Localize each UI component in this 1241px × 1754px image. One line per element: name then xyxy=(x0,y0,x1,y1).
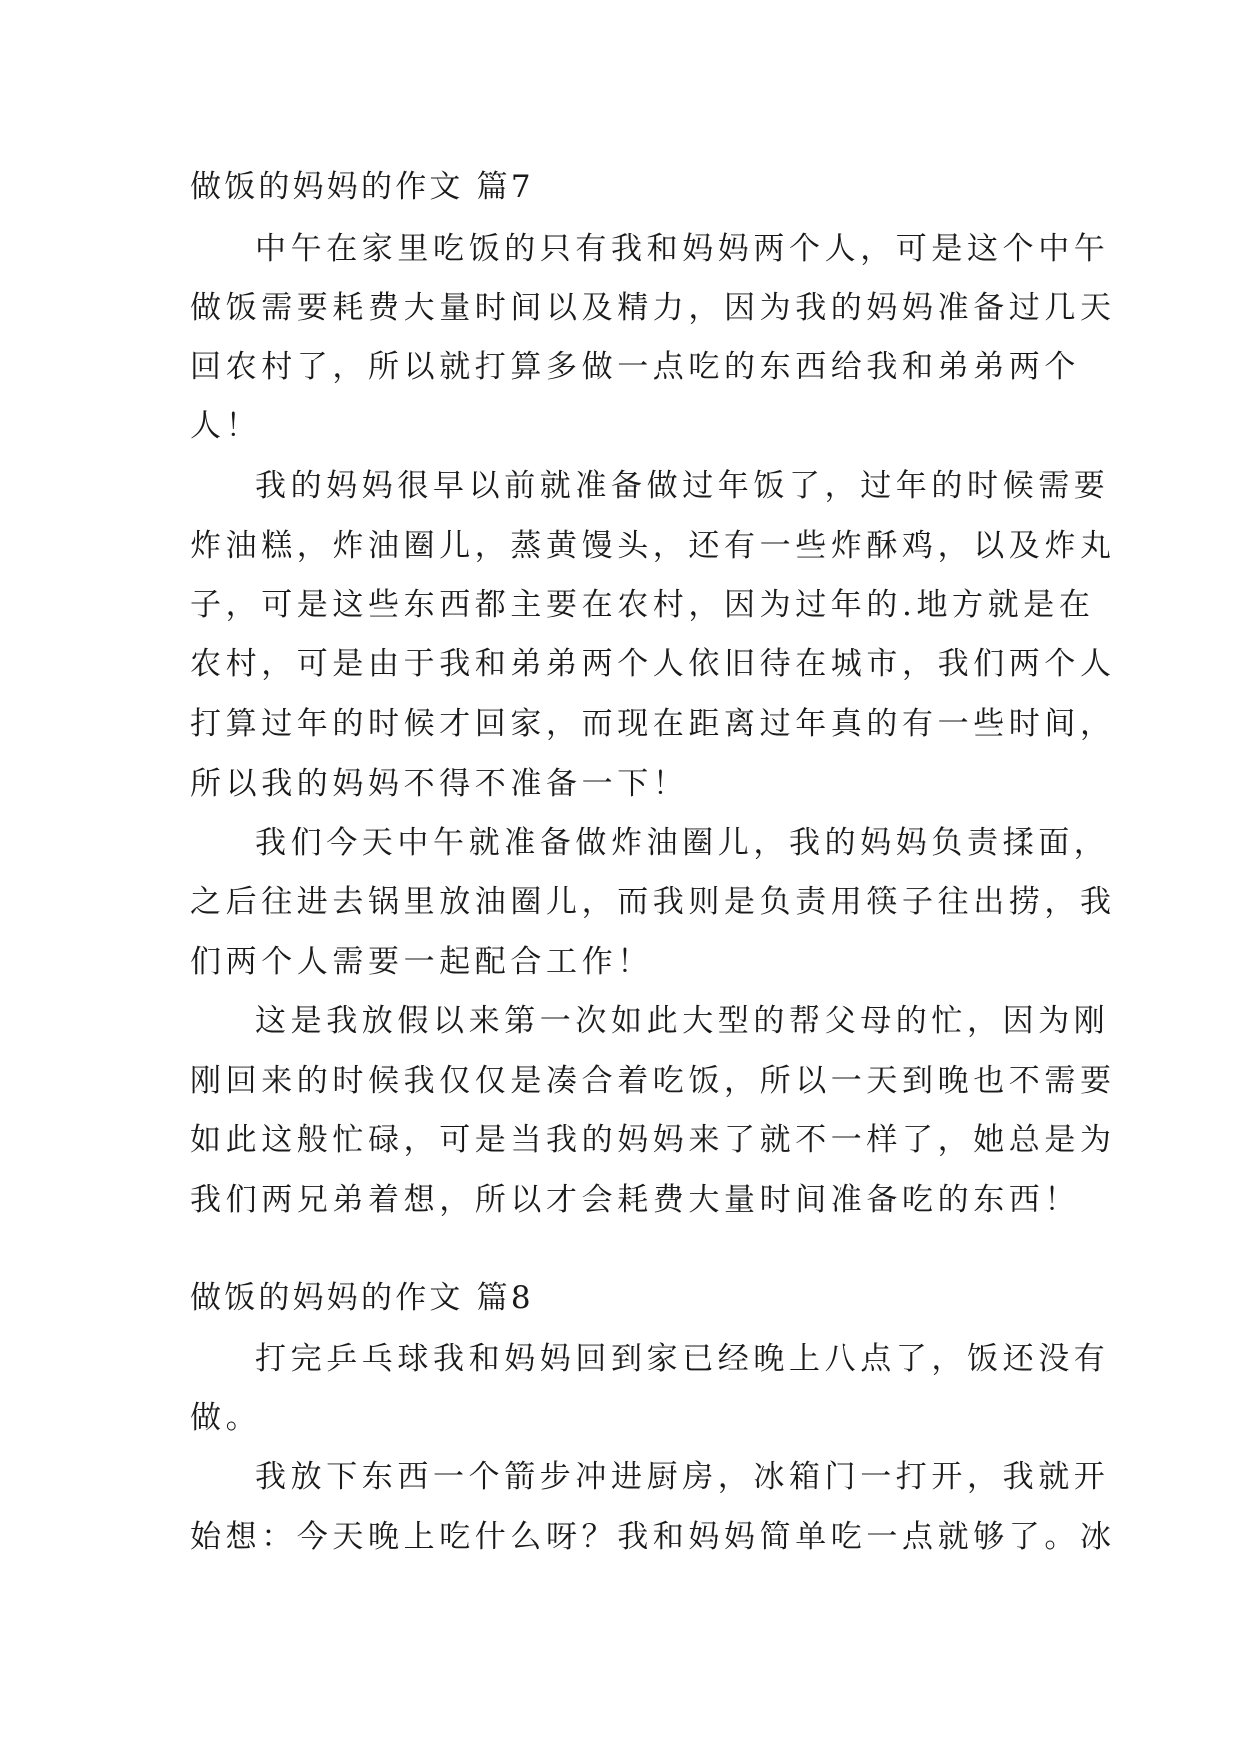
text-line: 始想：今天晚上吃什么呀？我和妈妈简单吃一点就够了。冰 xyxy=(190,1519,1116,1555)
text-line: 刚回来的时候我仅仅是凑合着吃饭，所以一天到晚也不需要 xyxy=(190,1063,1116,1099)
text-line: 中午在家里吃饭的只有我和妈妈两个人，可是这个中午 xyxy=(255,231,1110,267)
text-line: 如此这般忙碌，可是当我的妈妈来了就不一样了，她总是为 xyxy=(190,1122,1116,1158)
text-line: 我放下东西一个箭步冲进厨房，冰箱门一打开，我就开 xyxy=(255,1459,1110,1495)
text-line: 人！ xyxy=(190,408,262,444)
text-line: 做。 xyxy=(190,1400,262,1436)
text-line: 回农村了，所以就打算多做一点吃的东西给我和弟弟两个 xyxy=(190,349,1080,385)
text-line: 子，可是这些东西都主要在农村，因为过年的.地方就是在 xyxy=(190,587,1095,623)
text-line: 们两个人需要一起配合工作！ xyxy=(190,944,653,980)
text-line: 做饭需要耗费大量时间以及精力，因为我的妈妈准备过几天 xyxy=(190,290,1116,326)
text-line: 我的妈妈很早以前就准备做过年饭了，过年的时候需要 xyxy=(255,468,1110,504)
text-line: 我们两兄弟着想，所以才会耗费大量时间准备吃的东西！ xyxy=(190,1182,1080,1218)
text-line: 打完乒乓球我和妈妈回到家已经晚上八点了，饭还没有 xyxy=(255,1341,1110,1377)
text-line: 炸油糕，炸油圈儿，蒸黄馒头，还有一些炸酥鸡，以及炸丸 xyxy=(190,528,1116,564)
text-line: 之后往进去锅里放油圈儿，而我则是负责用筷子往出捞，我 xyxy=(190,884,1116,920)
text-line: 打算过年的时候才回家，而现在距离过年真的有一些时间， xyxy=(190,706,1116,742)
text-line: 农村，可是由于我和弟弟两个人依旧待在城市，我们两个人 xyxy=(190,646,1116,682)
text-line: 所以我的妈妈不得不准备一下！ xyxy=(190,766,689,802)
text-line: 我们今天中午就准备做炸油圈儿，我的妈妈负责揉面， xyxy=(255,825,1110,861)
text-line: 这是我放假以来第一次如此大型的帮父母的忙，因为刚 xyxy=(255,1003,1110,1039)
section-heading: 做饭的妈妈的作文 篇8 xyxy=(190,1280,534,1316)
section-heading: 做饭的妈妈的作文 篇7 xyxy=(190,169,534,205)
